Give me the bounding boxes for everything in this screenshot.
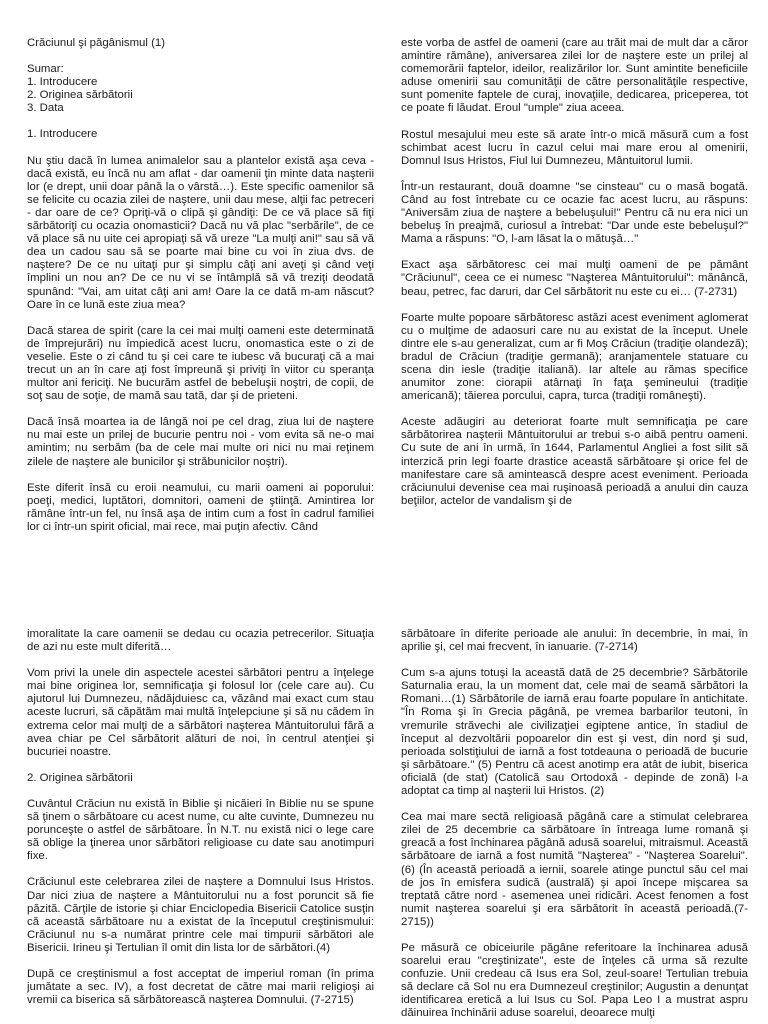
paragraph: Într-un restaurant, două doamne "se cinsteau" cu o masă bogată. Când au fost întrebate cu ce ocazie fac acest lucru, au răspuns: "Aniversăm ziua de naştere a bebeluşului!" Pentru că nu era nici un bebeluş în preajmă, curiosul a întrebat: "Dar unde este bebeluşul?" Mama a răspuns: "O, l-am lăsat la o mătuşă…": [401, 180, 748, 246]
paragraph: Nu ştiu dacă în lumea animalelor sau a plantelor există aşa ceva - dacă există, eu încă nu am aflat - dar oamenii ţin minte data naşterii lor (e drept, unii doar până la o vârstă…). Este specific oamenilor să se felicite cu ocazia zilei de naştere, unii dau mese, alţii fac petreceri - dar oare de ce? Opriţi-vă o clipă şi gândiţi: De ce vă place să fiţi sărbătoriţi cu ocazia onomasticii? Dacă nu vă plac "serbările", de ce vă place să nu uite cei apropiaţi să vă ureze "La mulţi ani!" sau să vă dea un cadou sau să se poarte mai bine cu voi în ziua dvs. de naştere? De ce nu uitaţi pur şi simplu câţi ani aveţi şi când veţi împlini un nou an? De ce nu vi se întâmplă să vă treziţi deodată spunând: "Vai, am uitat câţi ani am! Oare la ce dată m-am născut? Oare în ce lună este ziua mea?: [27, 154, 374, 311]
summary: [27, 63, 374, 115]
document-title: Crăciunul şi păgânismul (1): [27, 37, 166, 49]
page2-right-column: [401, 628, 748, 1024]
summary-item: 2. Originea sărbătorii: [27, 89, 133, 102]
page2-left-column: [27, 628, 374, 1024]
paragraph: Cea mai mare sectă religioasă păgână care a stimulat celebrarea zilei de 25 decembrie ca sărbătoare în întreaga lume romană şi greacă a fost închinarea păgână adusă soarelui, mitraismul. Această sărbătoare de iarnă a fost numită "Naşterea" - "Naşterea Soarelui". (6) (În această perioadă a iernii, soarele atinge punctul său cel mai de jos în emisfera sudică (australă) şi apoi începe mişcarea sa treptată către nord - asemenea unei ridicări. Acest fenomen a fost numit naşterea soarelui şi era sărbătorit în această perioadă.(7-2715)): [401, 811, 748, 928]
paragraph: Foarte multe popoare sărbătoresc astăzi acest eveniment aglomerat cu o mulţime de adaosuri care nu au existat de la început. Unele dintre ele s-au generalizat, cum ar fi Moş Crăciun (tradiţie olandeză); bradul de Crăciun (tradiţie germană); aranjamentele statuare cu scena din iesle (tradiţie italiană). Iar altele au rămas specifice anumitor zone: ciorapii atârnaţi în faţa şemineului (tradiţie americană); tăierea porcului, capra, turca (tradiţii româneşti).: [401, 311, 748, 403]
paragraph: Rostul mesajului meu este să arate într-o mică măsură cum a fost schimbat acest lucru în cazul celui mai mare erou al omenirii, Domnul Isus Hristos, Fiul lui Dumnezeu, Mântuitorul lumii.: [401, 128, 748, 167]
section-heading: 2. Originea sărbătorii: [27, 771, 133, 784]
paragraph: Dacă însă moartea ia de lângă noi pe cel drag, ziua lui de naştere nu mai este un prilej de bucurie pentru noi - vom evita să ne-o mai amintim; nu serbăm (ba de cele mai multe ori nici nu mai reţinem zilele de naştere ale bunicilor şi străbunicilor noştri).: [27, 416, 374, 468]
paragraph: Crăciunul este celebrarea zilei de naştere a Domnului Isus Hristos. Dar nici ziua de naştere a Mântuitorului nu a fost poruncit să fie păzită. Cărţile de istorie şi chiar Enciclopedia Bisericii Catolice susţin că această sărbătoare nu a existat de la începutul creştinismului: Crăciunul nu s-a numărat printre cele mai timpurii sărbători ale Bisericii. Irineu şi Tertulian îl omit din lista lor de sărbători.(4): [27, 876, 374, 954]
paragraph: Pe măsură ce obiceiurile păgâne referitoare la închinarea adusă soarelui erau "creştinizate", este de înţeles că urma să rezulte confuzie. Unii credeau că Isus era Sol, zeul-soare! Tertulian trebuia să declare că Sol nu era Dumnezeul creştinilor; Augustin a denunţat identificarea eretică a lui Isus cu Sol. Papa Leo I a mustrat aspru dăinuirea închinării aduse soarelui, deoarece mulţi: [401, 941, 748, 1020]
summary-item: 1. Introducere: [27, 76, 98, 89]
paragraph: sărbătoare în diferite perioade ale anului: în decembrie, în mai, în aprilie şi, cel mai frecvent, în ianuarie. (7-2714): [401, 628, 748, 654]
paragraph: imoralitate la care oamenii se dedau cu ocazia petrecerilor. Situaţia de azi nu este mult diferită…: [27, 628, 374, 654]
paragraph: După ce creştinismul a fost acceptat de imperiul roman (în prima jumătate a sec. IV), a fost decretat de către mai marii religioşi ai vremii ca biserica să sărbătorească naşterea Domnului. (7-2715): [27, 967, 374, 1007]
paragraph: Dacă starea de spirit (care la cei mai mulţi oameni este determinată de împrejurări) nu împiedică acest lucru, onomastica este o zi de veselie. Este o zi când tu şi cei care te iubesc vă bucuraţi că a mai trecut un an în care aţi fost împreună şi priviţi în viitor cu speranţa multor ani fericiţi. Ne bucurăm astfel de bebeluşii noştri, de copii, de soţ sau de soţie, de mamă sau tată, dar şi de prieteni.: [27, 324, 374, 403]
paragraph: Exact aşa sărbătoresc cei mai mulţi oameni de pe pământ "Crăciunul", ceea ce ei numesc "Naşterea Mântuitorului": mănâncă, beau, petrec, fac daruri, dar Cel sărbătorit nu este cu ei… (7-2731): [401, 259, 748, 298]
section-heading: 1. Introducere: [27, 128, 98, 141]
paragraph: Aceste adăugiri au deteriorat foarte mult semnificaţia pe care sărbătorirea naşterii Mântuitorului ar trebui s-o aibă pentru oameni. Cu sute de ani în urmă, în 1644, Parlamentul Angliei a fost silit să interzică prin legi foarte drastice această sărbătoare şi orice fel de manifestare care să amintească despre acest eveniment. Perioada crăciunului devenise cea mai ruşinoasă perioadă a anului din cauza beţiilor, actelor de vandalism şi de: [401, 416, 748, 507]
page1-right-column: [401, 37, 748, 560]
paragraph: Cum s-a ajuns totuşi la această dată de 25 decembrie? Sărbătorile Saturnalia erau, la un moment dat, cele mai de seamă sărbători la Romani…(1) Sărbătorile de iarnă erau foarte populare în antichitate. "În Roma şi în Grecia păgână, pe vremea barbarilor teutoni, în vremurile străvechi ale civilizaţiei egiptene antice, în stadiul de început al dezvoltării popoarelor din est şi vest, din nord şi sud, perioada solstiţiului de iarnă a fost totdeauna o perioadă de bucurie şi sărbătoare." (5) Pentru că acest anotimp era atât de iubit, biserica oficială (de stat) (Catolică sau Ortodoxă - depinde de zonă) l-a adoptat ca timp al naşterii lui Hristos. (2): [401, 667, 748, 798]
paragraph: Cuvântul Crăciun nu există în Biblie şi nicăieri în Biblie nu se spune să ţinem o sărbătoare cu acest nume, cu alte cuvinte, Dumnezeu nu porunceşte o astfel de sărbătoare. În N.T. nu există nici o lege care să oblige la ţinerea unor sărbători religioase cu date sau anotimpuri fixe.: [27, 797, 374, 863]
page1-left-column: [27, 37, 374, 560]
paragraph: Vom privi la unele din aspectele acestei sărbători pentru a înţelege mai bine originea lor, semnificaţia şi folosul lor (cele care au). Cu ajutorul lui Dumnezeu, nădăjduiesc ca, văzând mai exact cum stau aceste lucruri, să căpătăm mai multă înţelepciune şi să nu cădem în extrema celor mai mulţi de a sărbători naşterea Mântuitorului fără a avea chiar pe Cel sărbătorit alături de noi, în centrul atenţiei şi bucuriei noastre.: [27, 667, 374, 758]
paragraph: este vorba de astfel de oameni (care au trăit mai de mult dar a căror amintire rămâne), aniversarea zilei lor de naştere este un prilej al comemorării faptelor, ideilor, realizărilor lor. Sunt amintite beneficiile aduse omenirii sau comunităţii de către personalităţile respective, sunt pomenite faptele de curaj, inovaţiile, dedicarea, priceperea, tot ce poate fi lăudat. Eroul "umple" ziua aceea.: [401, 37, 748, 115]
summary-label: Sumar:: [27, 63, 64, 76]
summary-item: 3. Data: [27, 102, 64, 115]
paragraph: Este diferit însă cu eroii neamului, cu marii oameni ai poporului: poeţi, medici, luptători, domnitori, oameni de ştiinţă. Amintirea lor rămâne într-un fel, nu însă aşa de intim cum a fost în cadrul familiei lor ci într-un spirit oficial, mai rece, mai puţin afectiv. Când: [27, 481, 374, 533]
